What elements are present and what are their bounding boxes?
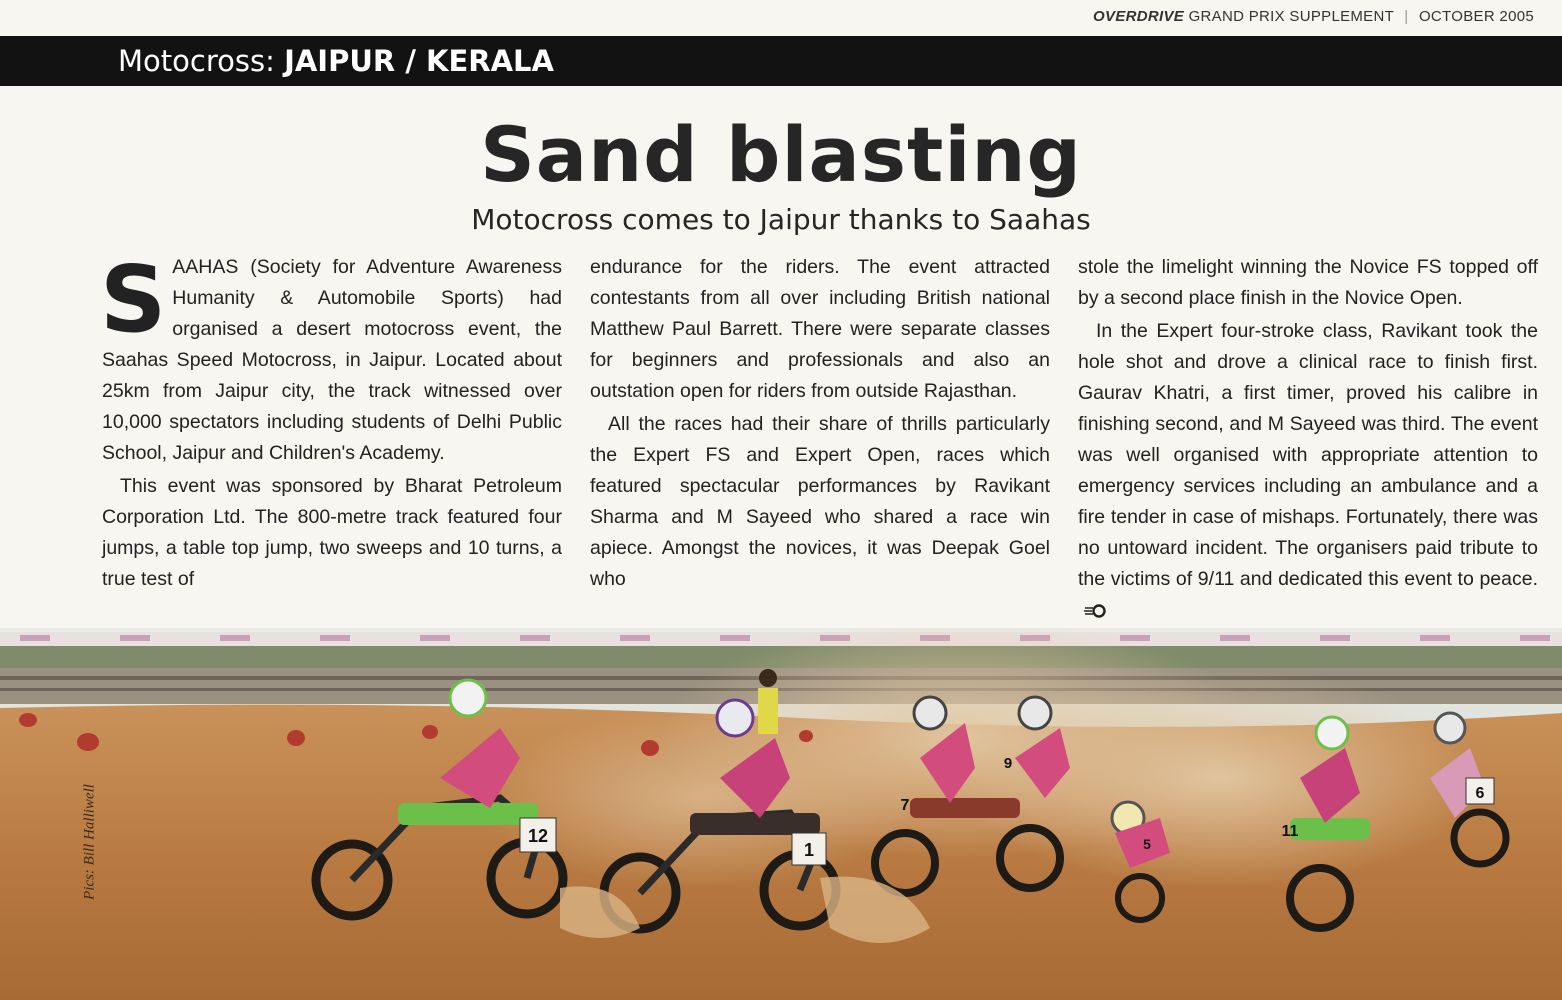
paragraph: endurance for the riders. The event attracted contestants from all over including British national Matthew Paul Barrett. There were separate classes for beginners and professionals and also an outstation open for riders from outside Rajasthan. <box>590 256 1050 402</box>
plate-7: 7 <box>900 797 910 814</box>
issue-date: OCTOBER 2005 <box>1418 8 1534 25</box>
photo-credit <box>80 722 100 962</box>
plate-11: 11 <box>1281 823 1299 840</box>
paragraph <box>100 246 562 469</box>
photo-credit-text: Pics: Bill Halliwell <box>81 784 98 900</box>
paragraph-text: In the Expert four-stroke class, Ravikant took the hole shot and drove a clinical race to finish first. Gaurav Khatri, a first timer, proved his calibre in finishing second, and M Sayeed was third. The event was well organised with appropriate attention to emergency services including an ambulance and a fire tender in case of mishaps. Fortunately, there was no untoward incident. The organisers paid tribute to the victims of 9/11 and dedicated this event to peace. <box>1078 320 1538 590</box>
magazine-brand: OVERDRIVE <box>1093 8 1185 25</box>
section-title <box>118 36 554 86</box>
section-prefix: Motocross: <box>118 44 275 78</box>
paragraph <box>1078 316 1538 626</box>
section-band <box>0 36 1562 86</box>
article-subheadline: Motocross comes to Jaipur thanks to Saahas <box>471 203 1091 236</box>
header-separator: | <box>1404 8 1409 25</box>
drop-cap: S <box>100 246 167 353</box>
plate-12: 12 <box>527 826 549 846</box>
plate-5: 5 <box>1143 836 1151 852</box>
supplement-title: GRAND PRIX SUPPLEMENT <box>1188 8 1394 25</box>
paragraph: stole the limelight winning the Novice FS topped off by a second place finish in the Novice Open. <box>1078 256 1538 309</box>
end-of-article-icon <box>1084 604 1106 618</box>
paragraph-text: AAHAS (Society for Adventure Awareness Humanity & Automobile Sports) had organised a desert motocross event, the Saahas Speed Motocross, in Jaipur. Located about 25km from Jaipur city, the track witnessed over 10,000 spectators including students of Delhi Public School, Jaipur and Children's Academy. <box>102 256 562 464</box>
paragraph: This event was sponsored by Bharat Petroleum Corporation Ltd. The 800-metre track featured four jumps, a table top jump, two sweeps and 10 turns, a true test of <box>102 475 562 590</box>
section-location: JAIPUR / KERALA <box>284 44 554 78</box>
race-scene <box>0 628 1562 1000</box>
plate-9: 9 <box>1003 755 1013 772</box>
running-header <box>1093 8 1534 25</box>
article-column-3 <box>1078 252 1538 626</box>
article-headline: Sand blasting <box>480 110 1082 199</box>
article-column-2 <box>590 252 1050 595</box>
motocross-photo <box>0 628 1562 1000</box>
article-column-1 <box>100 246 562 595</box>
track-marshal <box>758 669 778 734</box>
plate-6: 6 <box>1475 785 1485 802</box>
paragraph: All the races had their share of thrills particularly the Expert FS and Expert Open, races which featured spectacular performances by Ravikant Sharma and M Sayeed who shared a race win apiece. Amongst the novices, it was Deepak Goel who <box>590 413 1050 590</box>
plate-1: 1 <box>803 840 815 860</box>
